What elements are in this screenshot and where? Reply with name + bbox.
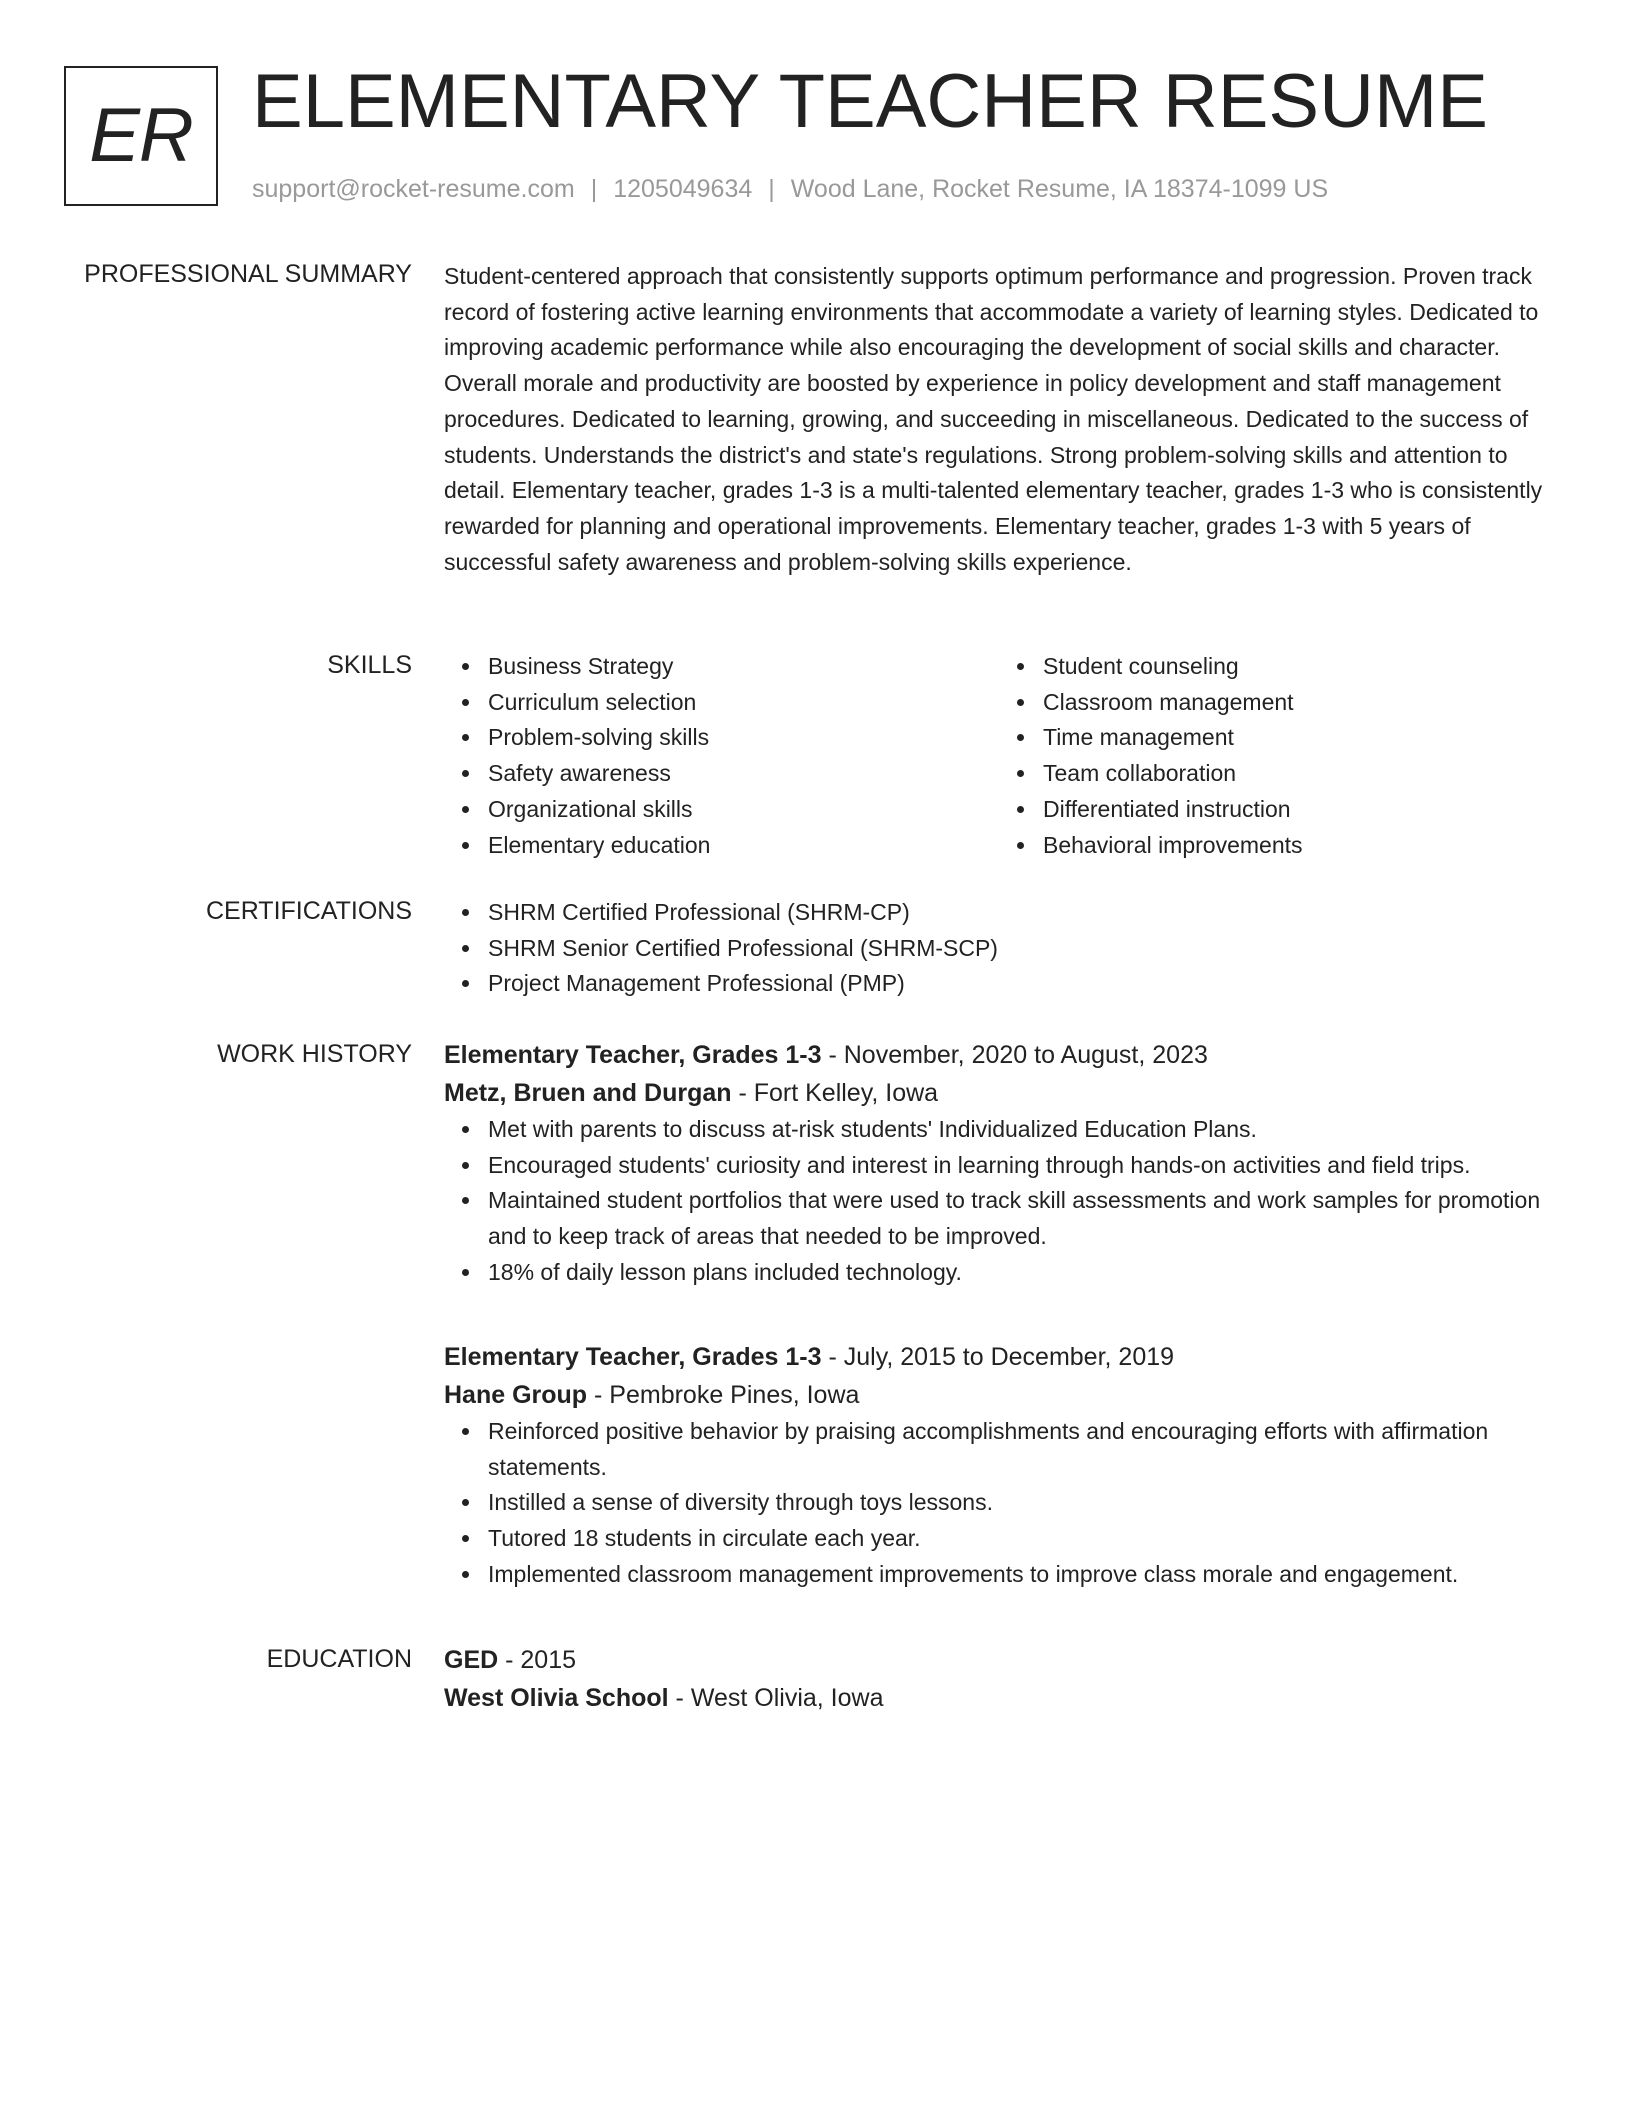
duty-item: Maintained student portfolios that were used to track skill assessments and work samples for promotion and to keep track of areas that needed to be improved. — [488, 1183, 1554, 1254]
job-company-line — [444, 1074, 1554, 1112]
duty-item: Encouraged students' curiosity and interest in learning through hands-on activities and field trips. — [488, 1148, 1554, 1184]
education-heading: EDUCATION — [266, 1645, 412, 1673]
certifications-heading: CERTIFICATIONS — [205, 897, 412, 925]
contact-address: Wood Lane, Rocket Resume, IA 18374-1099 US — [790, 175, 1329, 203]
contact-line — [252, 173, 1328, 205]
skill-item: Classroom management — [1043, 685, 1554, 721]
monogram-box — [64, 66, 218, 206]
skills-list-right — [999, 649, 1554, 863]
job-company-line — [444, 1376, 1554, 1414]
duty-item: Instilled a sense of diversity through toys lessons. — [488, 1485, 1554, 1521]
summary-text: Student-centered approach that consistently supports optimum performance and progression. Proven track record of fostering active learning environments that accommodate a variety of learning styles. Dedicated to improving academic performance while also encouraging the development of social skills and character. Overall morale and productivity are boosted by experience in policy development and staff management procedures. Dedicated to learning, growing, and succeeding in miscellaneous. Dedicated to the success of students. Understands the district's and state's regulations. Strong problem-solving skills and attention to detail. Elementary teacher, grades 1-3 is a multi-talented elementary teacher, grades 1-3 who is consistently rewarded for planning and operational improvements. Elementary teacher, grades 1-3 with 5 years of successful safety awareness and problem-solving skills experience. — [444, 263, 1543, 575]
job-title-line — [444, 1338, 1554, 1376]
school-line — [444, 1679, 1554, 1717]
degree-line — [444, 1641, 1554, 1679]
skill-item: Elementary education — [488, 828, 999, 864]
duty-item: Tutored 18 students in circulate each year. — [488, 1521, 1554, 1557]
school-name: West Olivia School — [444, 1684, 669, 1712]
skill-item: Business Strategy — [488, 649, 999, 685]
skills-list-left — [444, 649, 999, 863]
job-duties — [444, 1414, 1554, 1593]
skill-item: Behavioral improvements — [1043, 828, 1554, 864]
job-company: Metz, Bruen and Durgan — [444, 1079, 732, 1107]
degree-year: - 2015 — [498, 1646, 577, 1674]
job-location: - Pembroke Pines, Iowa — [587, 1381, 860, 1409]
certifications-list — [444, 895, 1554, 1002]
certification-item: SHRM Certified Professional (SHRM-CP) — [488, 895, 1554, 931]
monogram-initials: ER — [89, 93, 193, 178]
certification-item: Project Management Professional (PMP) — [488, 966, 1554, 1002]
duty-item: Met with parents to discuss at-risk students' Individualized Education Plans. — [488, 1112, 1554, 1148]
skill-item: Time management — [1043, 720, 1554, 756]
job-dates: - November, 2020 to August, 2023 — [821, 1041, 1208, 1069]
job-location: - Fort Kelley, Iowa — [731, 1079, 939, 1107]
contact-email: support@rocket-resume.com — [252, 175, 575, 203]
skill-item: Team collaboration — [1043, 756, 1554, 792]
contact-phone: 1205049634 — [613, 175, 753, 203]
skill-item: Student counseling — [1043, 649, 1554, 685]
contact-separator: | — [768, 175, 775, 203]
duty-item: Implemented classroom management improvements to improve class morale and engagement. — [488, 1557, 1554, 1593]
certification-item: SHRM Senior Certified Professional (SHRM-SCP) — [488, 931, 1554, 967]
school-location: - West Olivia, Iowa — [668, 1684, 884, 1712]
skill-item: Organizational skills — [488, 792, 999, 828]
skills-heading: SKILLS — [327, 651, 412, 679]
skill-item: Problem-solving skills — [488, 720, 999, 756]
resume-title: ELEMENTARY TEACHER RESUME — [252, 59, 1489, 144]
skill-item: Curriculum selection — [488, 685, 999, 721]
job-entry — [444, 1338, 1554, 1593]
skill-item: Safety awareness — [488, 756, 999, 792]
job-dates: - July, 2015 to December, 2019 — [821, 1343, 1175, 1371]
job-title: Elementary Teacher, Grades 1-3 — [444, 1041, 822, 1069]
job-entry — [444, 1036, 1554, 1291]
work-history-heading: WORK HISTORY — [217, 1040, 412, 1068]
duty-item: Reinforced positive behavior by praising accomplishments and encouraging efforts with affirmation statements. — [488, 1414, 1554, 1485]
duty-item: 18% of daily lesson plans included technology. — [488, 1255, 1554, 1291]
job-duties — [444, 1112, 1554, 1291]
job-title: Elementary Teacher, Grades 1-3 — [444, 1343, 822, 1371]
job-company: Hane Group — [444, 1381, 588, 1409]
contact-separator: | — [590, 175, 598, 203]
degree: GED — [444, 1646, 499, 1674]
job-title-line — [444, 1036, 1554, 1074]
skill-item: Differentiated instruction — [1043, 792, 1554, 828]
summary-heading: PROFESSIONAL SUMMARY — [84, 260, 412, 288]
